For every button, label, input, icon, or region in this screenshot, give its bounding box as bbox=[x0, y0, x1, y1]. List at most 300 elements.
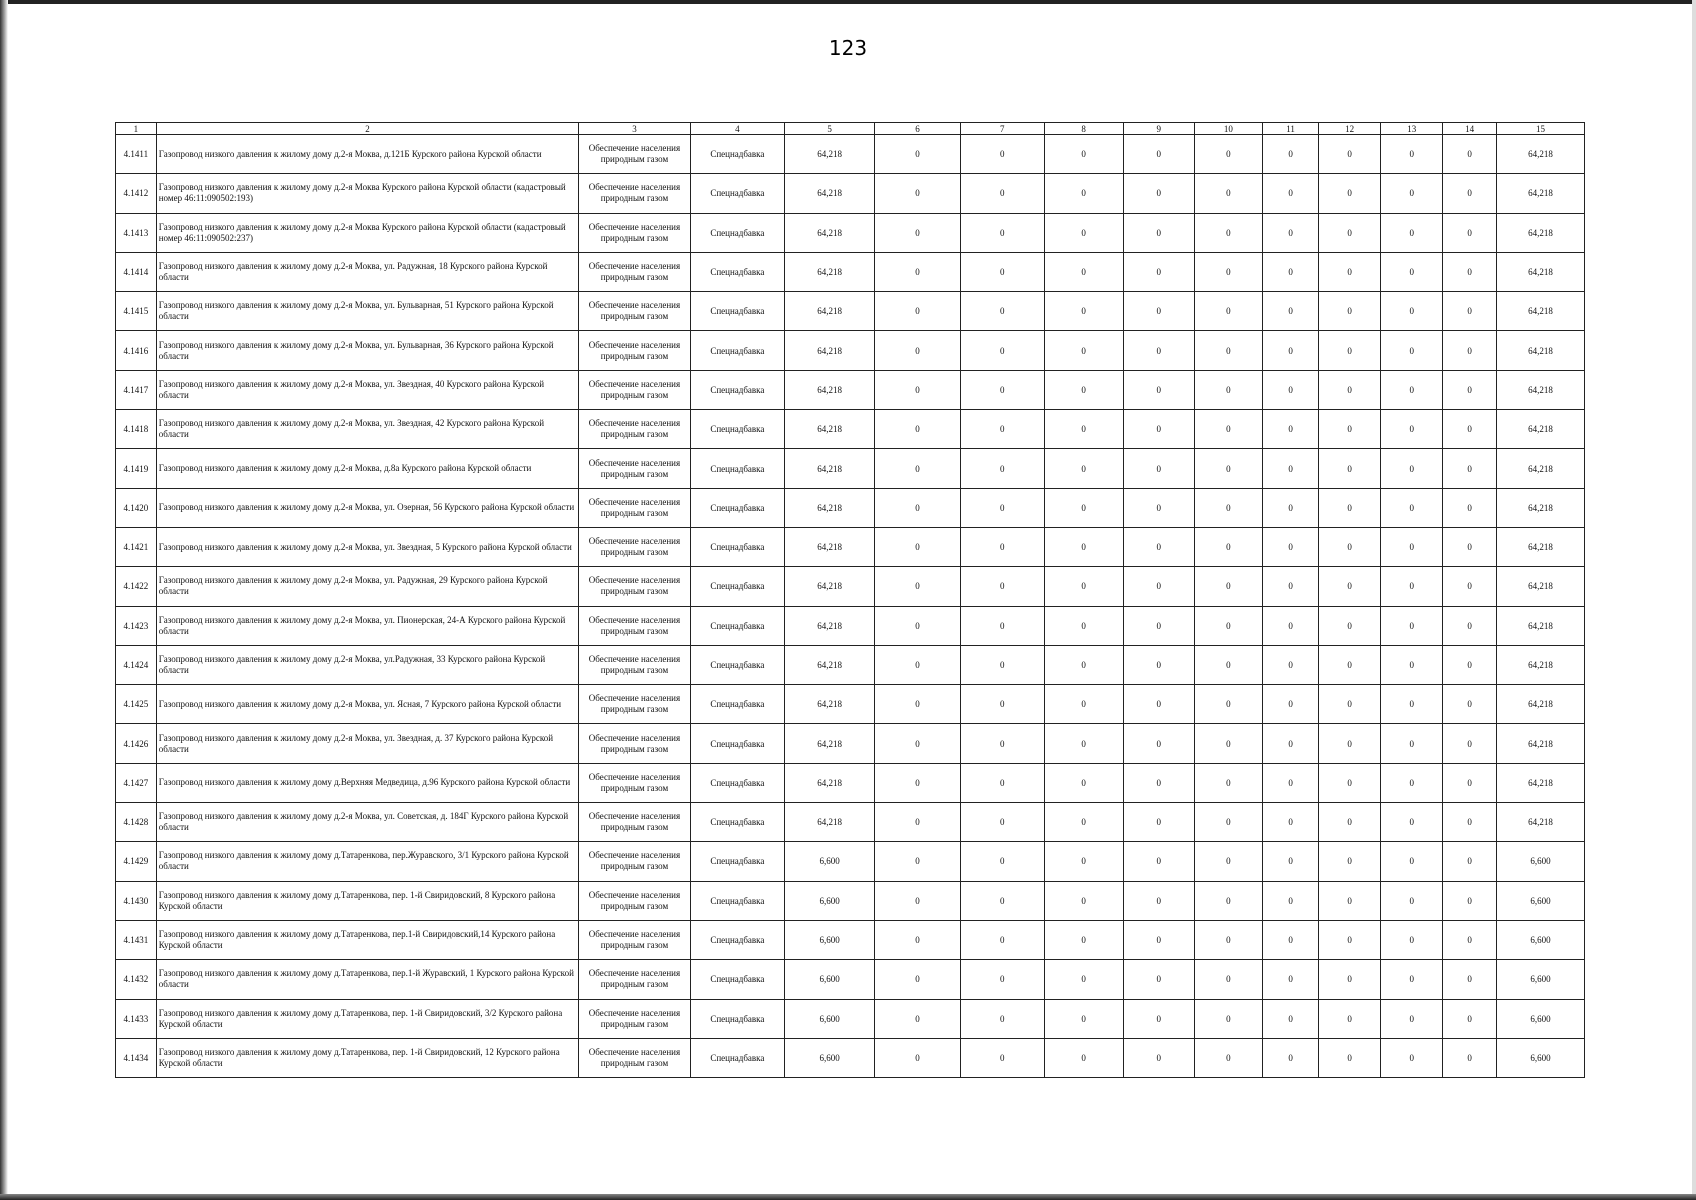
value-col-10-cell: 0 bbox=[1194, 803, 1263, 842]
row-number-cell: 4.1424 bbox=[116, 645, 157, 684]
table-row bbox=[116, 331, 1585, 370]
value-col-10-cell: 0 bbox=[1194, 606, 1263, 645]
funding-source-cell: Спецнадбавка bbox=[690, 174, 784, 213]
value-col-15-cell: 64,218 bbox=[1496, 331, 1584, 370]
value-col-11-cell: 0 bbox=[1263, 135, 1319, 174]
value-col-12-cell: 0 bbox=[1318, 527, 1380, 566]
object-name-cell: Газопровод низкого давления к жилому дому д.2-я Моква, ул. Звездная, 42 Курского района Курской области bbox=[156, 410, 578, 449]
value-col-6-cell: 0 bbox=[875, 488, 961, 527]
value-col-12-cell: 0 bbox=[1318, 567, 1380, 606]
value-col-14-cell: 0 bbox=[1443, 842, 1497, 881]
row-number-cell: 4.1414 bbox=[116, 252, 157, 291]
object-name-cell: Газопровод низкого давления к жилому дому д.2-я Моква, ул. Озерная, 56 Курского района Курской области bbox=[156, 488, 578, 527]
object-name-cell: Газопровод низкого давления к жилому дому д.Татаренкова, пер.Журавского, 3/1 Курского района Курской области bbox=[156, 842, 578, 881]
object-name-cell: Газопровод низкого давления к жилому дому д.Татаренкова, пер. 1-й Свиридовский, 8 Курского района Курской области bbox=[156, 881, 578, 920]
value-col-9-cell: 0 bbox=[1123, 174, 1194, 213]
value-col-5-cell: 64,218 bbox=[785, 724, 875, 763]
value-col-7-cell: 0 bbox=[960, 213, 1044, 252]
table-row bbox=[116, 410, 1585, 449]
value-col-8-cell: 0 bbox=[1044, 213, 1123, 252]
object-name-cell: Газопровод низкого давления к жилому дому д.2-я Моква, д.121Б Курского района Курской области bbox=[156, 135, 578, 174]
value-col-13-cell: 0 bbox=[1381, 1038, 1443, 1077]
scan-edge-top bbox=[0, 0, 1696, 4]
value-col-5-cell: 64,218 bbox=[785, 135, 875, 174]
value-col-12-cell: 0 bbox=[1318, 960, 1380, 999]
value-col-9-cell: 0 bbox=[1123, 449, 1194, 488]
object-name-cell: Газопровод низкого давления к жилому дому д.2-я Моква, ул. Бульварная, 36 Курского района Курской области bbox=[156, 331, 578, 370]
table-row bbox=[116, 842, 1585, 881]
purpose-cell: Обеспечение населения природным газом bbox=[579, 920, 691, 959]
purpose-cell: Обеспечение населения природным газом bbox=[579, 370, 691, 409]
value-col-11-cell: 0 bbox=[1263, 920, 1319, 959]
funding-source-cell: Спецнадбавка bbox=[690, 213, 784, 252]
value-col-10-cell: 0 bbox=[1194, 527, 1263, 566]
row-number-cell: 4.1433 bbox=[116, 999, 157, 1038]
value-col-8-cell: 0 bbox=[1044, 685, 1123, 724]
row-number-cell: 4.1431 bbox=[116, 920, 157, 959]
value-col-8-cell: 0 bbox=[1044, 724, 1123, 763]
value-col-5-cell: 64,218 bbox=[785, 763, 875, 802]
value-col-13-cell: 0 bbox=[1381, 645, 1443, 684]
value-col-15-cell: 64,218 bbox=[1496, 252, 1584, 291]
value-col-6-cell: 0 bbox=[875, 331, 961, 370]
value-col-10-cell: 0 bbox=[1194, 960, 1263, 999]
value-col-11-cell: 0 bbox=[1263, 724, 1319, 763]
object-name-cell: Газопровод низкого давления к жилому дому д.Татаренкова, пер.1-й Свиридовский,14 Курского района Курской области bbox=[156, 920, 578, 959]
value-col-10-cell: 0 bbox=[1194, 370, 1263, 409]
value-col-14-cell: 0 bbox=[1443, 213, 1497, 252]
object-name-cell: Газопровод низкого давления к жилому дому д.2-я Моква, ул. Пионерская, 24-А Курского района Курской области bbox=[156, 606, 578, 645]
value-col-9-cell: 0 bbox=[1123, 803, 1194, 842]
value-col-12-cell: 0 bbox=[1318, 606, 1380, 645]
value-col-11-cell: 0 bbox=[1263, 763, 1319, 802]
value-col-9-cell: 0 bbox=[1123, 645, 1194, 684]
funding-source-cell: Спецнадбавка bbox=[690, 135, 784, 174]
row-number-cell: 4.1430 bbox=[116, 881, 157, 920]
value-col-10-cell: 0 bbox=[1194, 842, 1263, 881]
value-col-15-cell: 64,218 bbox=[1496, 724, 1584, 763]
value-col-5-cell: 64,218 bbox=[785, 213, 875, 252]
value-col-15-cell: 64,218 bbox=[1496, 567, 1584, 606]
value-col-12-cell: 0 bbox=[1318, 292, 1380, 331]
value-col-6-cell: 0 bbox=[875, 920, 961, 959]
value-col-14-cell: 0 bbox=[1443, 606, 1497, 645]
object-name-cell: Газопровод низкого давления к жилому дому д.2-я Моква, ул. Ясная, 7 Курского района Курской области bbox=[156, 685, 578, 724]
value-col-11-cell: 0 bbox=[1263, 567, 1319, 606]
row-number-cell: 4.1434 bbox=[116, 1038, 157, 1077]
funding-source-cell: Спецнадбавка bbox=[690, 803, 784, 842]
value-col-10-cell: 0 bbox=[1194, 174, 1263, 213]
value-col-6-cell: 0 bbox=[875, 685, 961, 724]
value-col-14-cell: 0 bbox=[1443, 567, 1497, 606]
purpose-cell: Обеспечение населения природным газом bbox=[579, 606, 691, 645]
value-col-12-cell: 0 bbox=[1318, 999, 1380, 1038]
row-number-cell: 4.1415 bbox=[116, 292, 157, 331]
value-col-9-cell: 0 bbox=[1123, 410, 1194, 449]
object-name-cell: Газопровод низкого давления к жилому дому д.Татаренкова, пер. 1-й Свиридовский, 12 Курского района Курской области bbox=[156, 1038, 578, 1077]
value-col-6-cell: 0 bbox=[875, 803, 961, 842]
value-col-14-cell: 0 bbox=[1443, 292, 1497, 331]
value-col-14-cell: 0 bbox=[1443, 449, 1497, 488]
column-header-5: 5 bbox=[785, 123, 875, 135]
value-col-5-cell: 64,218 bbox=[785, 449, 875, 488]
value-col-9-cell: 0 bbox=[1123, 763, 1194, 802]
value-col-13-cell: 0 bbox=[1381, 135, 1443, 174]
value-col-9-cell: 0 bbox=[1123, 567, 1194, 606]
value-col-5-cell: 64,218 bbox=[785, 292, 875, 331]
value-col-9-cell: 0 bbox=[1123, 999, 1194, 1038]
scan-edge-left bbox=[0, 0, 8, 1200]
value-col-15-cell: 64,218 bbox=[1496, 292, 1584, 331]
value-col-10-cell: 0 bbox=[1194, 410, 1263, 449]
funding-source-cell: Спецнадбавка bbox=[690, 1038, 784, 1077]
value-col-10-cell: 0 bbox=[1194, 135, 1263, 174]
value-col-13-cell: 0 bbox=[1381, 527, 1443, 566]
funding-source-cell: Спецнадбавка bbox=[690, 449, 784, 488]
table-row bbox=[116, 803, 1585, 842]
funding-source-cell: Спецнадбавка bbox=[690, 410, 784, 449]
value-col-15-cell: 64,218 bbox=[1496, 645, 1584, 684]
row-number-cell: 4.1422 bbox=[116, 567, 157, 606]
column-header-9: 9 bbox=[1123, 123, 1194, 135]
value-col-8-cell: 0 bbox=[1044, 960, 1123, 999]
value-col-12-cell: 0 bbox=[1318, 135, 1380, 174]
value-col-11-cell: 0 bbox=[1263, 527, 1319, 566]
value-col-7-cell: 0 bbox=[960, 920, 1044, 959]
value-col-15-cell: 64,218 bbox=[1496, 763, 1584, 802]
value-col-9-cell: 0 bbox=[1123, 488, 1194, 527]
value-col-6-cell: 0 bbox=[875, 1038, 961, 1077]
value-col-5-cell: 64,218 bbox=[785, 645, 875, 684]
column-header-1: 1 bbox=[116, 123, 157, 135]
value-col-9-cell: 0 bbox=[1123, 213, 1194, 252]
value-col-11-cell: 0 bbox=[1263, 449, 1319, 488]
value-col-12-cell: 0 bbox=[1318, 488, 1380, 527]
value-col-9-cell: 0 bbox=[1123, 724, 1194, 763]
purpose-cell: Обеспечение населения природным газом bbox=[579, 881, 691, 920]
value-col-5-cell: 64,218 bbox=[785, 331, 875, 370]
value-col-15-cell: 6,600 bbox=[1496, 842, 1584, 881]
value-col-10-cell: 0 bbox=[1194, 881, 1263, 920]
value-col-13-cell: 0 bbox=[1381, 763, 1443, 802]
value-col-8-cell: 0 bbox=[1044, 488, 1123, 527]
value-col-6-cell: 0 bbox=[875, 252, 961, 291]
table-row bbox=[116, 1038, 1585, 1077]
funding-source-cell: Спецнадбавка bbox=[690, 252, 784, 291]
value-col-14-cell: 0 bbox=[1443, 960, 1497, 999]
value-col-12-cell: 0 bbox=[1318, 252, 1380, 291]
value-col-12-cell: 0 bbox=[1318, 920, 1380, 959]
funding-source-cell: Спецнадбавка bbox=[690, 645, 784, 684]
object-name-cell: Газопровод низкого давления к жилому дому д.2-я Моква, ул. Бульварная, 51 Курского района Курской области bbox=[156, 292, 578, 331]
object-name-cell: Газопровод низкого давления к жилому дому д.2-я Моква, ул. Звездная, д. 37 Курского района Курской области bbox=[156, 724, 578, 763]
value-col-9-cell: 0 bbox=[1123, 960, 1194, 999]
value-col-10-cell: 0 bbox=[1194, 292, 1263, 331]
table-row bbox=[116, 960, 1585, 999]
table-row bbox=[116, 606, 1585, 645]
value-col-6-cell: 0 bbox=[875, 370, 961, 409]
value-col-5-cell: 6,600 bbox=[785, 1038, 875, 1077]
object-name-cell: Газопровод низкого давления к жилому дому д.Верхняя Медведица, д.96 Курского района Курской области bbox=[156, 763, 578, 802]
value-col-15-cell: 64,218 bbox=[1496, 213, 1584, 252]
purpose-cell: Обеспечение населения природным газом bbox=[579, 174, 691, 213]
value-col-12-cell: 0 bbox=[1318, 842, 1380, 881]
value-col-10-cell: 0 bbox=[1194, 763, 1263, 802]
funding-source-cell: Спецнадбавка bbox=[690, 960, 784, 999]
value-col-11-cell: 0 bbox=[1263, 370, 1319, 409]
value-col-12-cell: 0 bbox=[1318, 174, 1380, 213]
value-col-6-cell: 0 bbox=[875, 881, 961, 920]
row-number-cell: 4.1416 bbox=[116, 331, 157, 370]
column-header-7: 7 bbox=[960, 123, 1044, 135]
value-col-13-cell: 0 bbox=[1381, 488, 1443, 527]
object-name-cell: Газопровод низкого давления к жилому дому д.2-я Моква Курского района Курской области (кадастровый номер 46:11:090502:237) bbox=[156, 213, 578, 252]
value-col-13-cell: 0 bbox=[1381, 567, 1443, 606]
table-row bbox=[116, 920, 1585, 959]
column-header-8: 8 bbox=[1044, 123, 1123, 135]
value-col-13-cell: 0 bbox=[1381, 331, 1443, 370]
value-col-9-cell: 0 bbox=[1123, 842, 1194, 881]
value-col-7-cell: 0 bbox=[960, 685, 1044, 724]
value-col-5-cell: 64,218 bbox=[785, 685, 875, 724]
value-col-9-cell: 0 bbox=[1123, 881, 1194, 920]
scan-edge-right bbox=[1692, 0, 1696, 1200]
value-col-11-cell: 0 bbox=[1263, 606, 1319, 645]
row-number-cell: 4.1411 bbox=[116, 135, 157, 174]
value-col-5-cell: 6,600 bbox=[785, 920, 875, 959]
value-col-10-cell: 0 bbox=[1194, 685, 1263, 724]
value-col-7-cell: 0 bbox=[960, 881, 1044, 920]
value-col-7-cell: 0 bbox=[960, 567, 1044, 606]
row-number-cell: 4.1429 bbox=[116, 842, 157, 881]
value-col-13-cell: 0 bbox=[1381, 174, 1443, 213]
row-number-cell: 4.1426 bbox=[116, 724, 157, 763]
value-col-12-cell: 0 bbox=[1318, 803, 1380, 842]
value-col-15-cell: 64,218 bbox=[1496, 174, 1584, 213]
value-col-5-cell: 64,218 bbox=[785, 567, 875, 606]
value-col-14-cell: 0 bbox=[1443, 803, 1497, 842]
funding-source-cell: Спецнадбавка bbox=[690, 842, 784, 881]
value-col-10-cell: 0 bbox=[1194, 213, 1263, 252]
value-col-9-cell: 0 bbox=[1123, 331, 1194, 370]
table-row bbox=[116, 135, 1585, 174]
value-col-13-cell: 0 bbox=[1381, 724, 1443, 763]
row-number-cell: 4.1417 bbox=[116, 370, 157, 409]
purpose-cell: Обеспечение населения природным газом bbox=[579, 567, 691, 606]
row-number-cell: 4.1421 bbox=[116, 527, 157, 566]
page-number: 123 bbox=[828, 36, 868, 60]
value-col-10-cell: 0 bbox=[1194, 999, 1263, 1038]
value-col-7-cell: 0 bbox=[960, 606, 1044, 645]
value-col-14-cell: 0 bbox=[1443, 331, 1497, 370]
value-col-5-cell: 64,218 bbox=[785, 252, 875, 291]
purpose-cell: Обеспечение населения природным газом bbox=[579, 960, 691, 999]
value-col-8-cell: 0 bbox=[1044, 803, 1123, 842]
value-col-8-cell: 0 bbox=[1044, 1038, 1123, 1077]
value-col-8-cell: 0 bbox=[1044, 606, 1123, 645]
purpose-cell: Обеспечение населения природным газом bbox=[579, 292, 691, 331]
value-col-6-cell: 0 bbox=[875, 213, 961, 252]
value-col-6-cell: 0 bbox=[875, 724, 961, 763]
value-col-14-cell: 0 bbox=[1443, 370, 1497, 409]
purpose-cell: Обеспечение населения природным газом bbox=[579, 331, 691, 370]
value-col-7-cell: 0 bbox=[960, 449, 1044, 488]
value-col-10-cell: 0 bbox=[1194, 567, 1263, 606]
purpose-cell: Обеспечение населения природным газом bbox=[579, 1038, 691, 1077]
value-col-11-cell: 0 bbox=[1263, 1038, 1319, 1077]
value-col-15-cell: 64,218 bbox=[1496, 527, 1584, 566]
value-col-12-cell: 0 bbox=[1318, 645, 1380, 684]
value-col-6-cell: 0 bbox=[875, 292, 961, 331]
value-col-10-cell: 0 bbox=[1194, 920, 1263, 959]
object-name-cell: Газопровод низкого давления к жилому дому д.2-я Моква Курского района Курской области (кадастровый номер 46:11:090502:193) bbox=[156, 174, 578, 213]
value-col-6-cell: 0 bbox=[875, 567, 961, 606]
value-col-11-cell: 0 bbox=[1263, 685, 1319, 724]
row-number-cell: 4.1418 bbox=[116, 410, 157, 449]
value-col-11-cell: 0 bbox=[1263, 213, 1319, 252]
value-col-6-cell: 0 bbox=[875, 135, 961, 174]
value-col-9-cell: 0 bbox=[1123, 292, 1194, 331]
value-col-11-cell: 0 bbox=[1263, 331, 1319, 370]
column-header-10: 10 bbox=[1194, 123, 1263, 135]
value-col-7-cell: 0 bbox=[960, 135, 1044, 174]
purpose-cell: Обеспечение населения природным газом bbox=[579, 213, 691, 252]
purpose-cell: Обеспечение населения природным газом bbox=[579, 252, 691, 291]
column-header-12: 12 bbox=[1318, 123, 1380, 135]
value-col-13-cell: 0 bbox=[1381, 920, 1443, 959]
table-row bbox=[116, 488, 1585, 527]
value-col-8-cell: 0 bbox=[1044, 763, 1123, 802]
value-col-15-cell: 64,218 bbox=[1496, 685, 1584, 724]
value-col-15-cell: 64,218 bbox=[1496, 135, 1584, 174]
value-col-14-cell: 0 bbox=[1443, 135, 1497, 174]
value-col-13-cell: 0 bbox=[1381, 252, 1443, 291]
value-col-8-cell: 0 bbox=[1044, 370, 1123, 409]
value-col-14-cell: 0 bbox=[1443, 920, 1497, 959]
table-row bbox=[116, 213, 1585, 252]
column-header-3: 3 bbox=[579, 123, 691, 135]
value-col-15-cell: 6,600 bbox=[1496, 999, 1584, 1038]
table-row bbox=[116, 881, 1585, 920]
value-col-8-cell: 0 bbox=[1044, 410, 1123, 449]
value-col-12-cell: 0 bbox=[1318, 331, 1380, 370]
value-col-7-cell: 0 bbox=[960, 527, 1044, 566]
value-col-9-cell: 0 bbox=[1123, 370, 1194, 409]
value-col-9-cell: 0 bbox=[1123, 606, 1194, 645]
value-col-9-cell: 0 bbox=[1123, 1038, 1194, 1077]
purpose-cell: Обеспечение населения природным газом bbox=[579, 488, 691, 527]
object-name-cell: Газопровод низкого давления к жилому дому д.Татаренкова, пер. 1-й Свиридовский, 3/2 Курского района Курской области bbox=[156, 999, 578, 1038]
value-col-15-cell: 6,600 bbox=[1496, 960, 1584, 999]
row-number-cell: 4.1428 bbox=[116, 803, 157, 842]
value-col-12-cell: 0 bbox=[1318, 449, 1380, 488]
value-col-5-cell: 64,218 bbox=[785, 174, 875, 213]
column-header-13: 13 bbox=[1381, 123, 1443, 135]
value-col-7-cell: 0 bbox=[960, 960, 1044, 999]
value-col-10-cell: 0 bbox=[1194, 331, 1263, 370]
gas-pipeline-table bbox=[115, 122, 1585, 1078]
table-row bbox=[116, 370, 1585, 409]
column-header-14: 14 bbox=[1443, 123, 1497, 135]
value-col-8-cell: 0 bbox=[1044, 920, 1123, 959]
value-col-10-cell: 0 bbox=[1194, 645, 1263, 684]
value-col-5-cell: 64,218 bbox=[785, 410, 875, 449]
value-col-11-cell: 0 bbox=[1263, 645, 1319, 684]
value-col-14-cell: 0 bbox=[1443, 645, 1497, 684]
value-col-5-cell: 64,218 bbox=[785, 370, 875, 409]
value-col-7-cell: 0 bbox=[960, 174, 1044, 213]
value-col-13-cell: 0 bbox=[1381, 685, 1443, 724]
object-name-cell: Газопровод низкого давления к жилому дому д.2-я Моква, ул.Радужная, 33 Курского района Курской области bbox=[156, 645, 578, 684]
value-col-14-cell: 0 bbox=[1443, 527, 1497, 566]
value-col-14-cell: 0 bbox=[1443, 410, 1497, 449]
table-row bbox=[116, 645, 1585, 684]
value-col-8-cell: 0 bbox=[1044, 292, 1123, 331]
funding-source-cell: Спецнадбавка bbox=[690, 685, 784, 724]
value-col-15-cell: 6,600 bbox=[1496, 1038, 1584, 1077]
purpose-cell: Обеспечение населения природным газом bbox=[579, 763, 691, 802]
column-header-2: 2 bbox=[156, 123, 578, 135]
value-col-9-cell: 0 bbox=[1123, 252, 1194, 291]
value-col-15-cell: 64,218 bbox=[1496, 488, 1584, 527]
value-col-7-cell: 0 bbox=[960, 842, 1044, 881]
value-col-11-cell: 0 bbox=[1263, 999, 1319, 1038]
row-number-cell: 4.1419 bbox=[116, 449, 157, 488]
table-row bbox=[116, 999, 1585, 1038]
object-name-cell: Газопровод низкого давления к жилому дому д.2-я Моква, ул. Радужная, 18 Курского района Курской области bbox=[156, 252, 578, 291]
purpose-cell: Обеспечение населения природным газом bbox=[579, 724, 691, 763]
value-col-7-cell: 0 bbox=[960, 724, 1044, 763]
funding-source-cell: Спецнадбавка bbox=[690, 331, 784, 370]
value-col-10-cell: 0 bbox=[1194, 449, 1263, 488]
row-number-cell: 4.1423 bbox=[116, 606, 157, 645]
value-col-13-cell: 0 bbox=[1381, 449, 1443, 488]
value-col-14-cell: 0 bbox=[1443, 724, 1497, 763]
value-col-11-cell: 0 bbox=[1263, 488, 1319, 527]
funding-source-cell: Спецнадбавка bbox=[690, 567, 784, 606]
value-col-12-cell: 0 bbox=[1318, 213, 1380, 252]
purpose-cell: Обеспечение населения природным газом bbox=[579, 645, 691, 684]
value-col-7-cell: 0 bbox=[960, 410, 1044, 449]
value-col-6-cell: 0 bbox=[875, 645, 961, 684]
table-row bbox=[116, 174, 1585, 213]
funding-source-cell: Спецнадбавка bbox=[690, 920, 784, 959]
value-col-8-cell: 0 bbox=[1044, 527, 1123, 566]
value-col-15-cell: 64,218 bbox=[1496, 370, 1584, 409]
column-header-6: 6 bbox=[875, 123, 961, 135]
header-row bbox=[116, 123, 1585, 135]
value-col-9-cell: 0 bbox=[1123, 685, 1194, 724]
value-col-12-cell: 0 bbox=[1318, 410, 1380, 449]
value-col-14-cell: 0 bbox=[1443, 174, 1497, 213]
value-col-5-cell: 6,600 bbox=[785, 842, 875, 881]
value-col-12-cell: 0 bbox=[1318, 685, 1380, 724]
value-col-15-cell: 64,218 bbox=[1496, 449, 1584, 488]
column-header-11: 11 bbox=[1263, 123, 1319, 135]
value-col-7-cell: 0 bbox=[960, 292, 1044, 331]
value-col-13-cell: 0 bbox=[1381, 960, 1443, 999]
value-col-11-cell: 0 bbox=[1263, 174, 1319, 213]
value-col-14-cell: 0 bbox=[1443, 999, 1497, 1038]
purpose-cell: Обеспечение населения природным газом bbox=[579, 803, 691, 842]
object-name-cell: Газопровод низкого давления к жилому дому д.2-я Моква, ул. Звездная, 40 Курского района Курской области bbox=[156, 370, 578, 409]
purpose-cell: Обеспечение населения природным газом bbox=[579, 449, 691, 488]
table-body bbox=[116, 135, 1585, 1078]
funding-source-cell: Спецнадбавка bbox=[690, 763, 784, 802]
table-row bbox=[116, 685, 1585, 724]
column-header-15: 15 bbox=[1496, 123, 1584, 135]
value-col-5-cell: 6,600 bbox=[785, 999, 875, 1038]
